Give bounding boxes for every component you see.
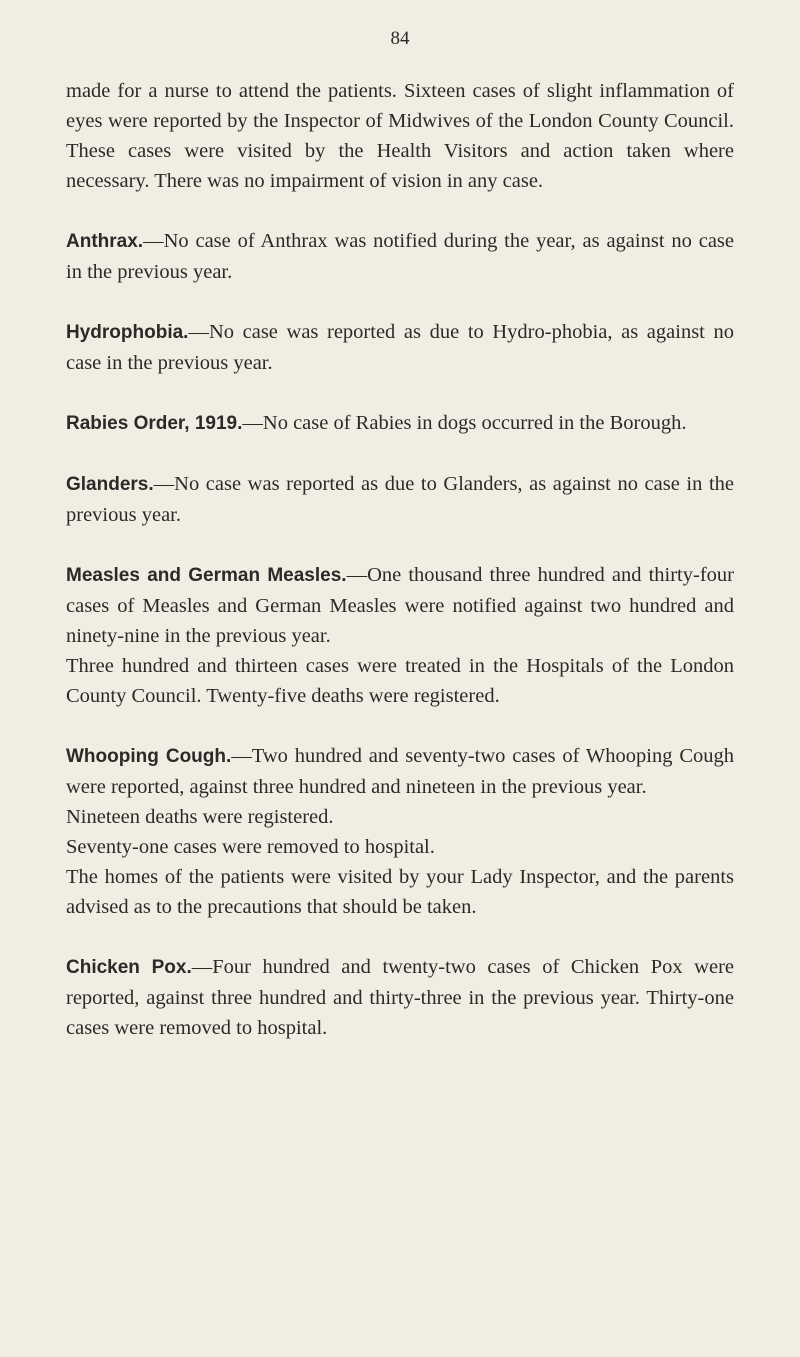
measles-text: —One thousand three hundred and thirty-four cases of Measles and German Measles were notified against two hundred and ninety-nine in the previous year. — [66, 564, 734, 647]
whooping-cough-heading: Whooping Cough. — [66, 746, 232, 767]
hydrophobia-section — [66, 317, 734, 378]
chicken-pox-section — [66, 952, 734, 1043]
anthrax-paragraph — [66, 226, 734, 287]
anthrax-section — [66, 226, 734, 287]
rabies-section — [66, 408, 734, 439]
chicken-pox-paragraph — [66, 952, 734, 1043]
hydrophobia-heading: Hydrophobia. — [66, 322, 189, 343]
rabies-paragraph — [66, 408, 734, 439]
anthrax-text: —No case of Anthrax was notified during the year, as against no case in the previous year. — [66, 230, 734, 283]
rabies-text: —No case of Rabies in dogs occurred in the Borough. — [242, 412, 687, 434]
whooping-cough-paragraph-3: Seventy-one cases were removed to hospital. — [66, 836, 435, 858]
intro-paragraph: made for a nurse to attend the patients. Sixteen cases of slight inflammation of eyes were reported by the Inspector of Midwives of the London County Council. These cases were visited by the Health Visitors and action taken where necessary. There was no impairment of vision in any case. — [66, 80, 734, 192]
measles-paragraph-2: Three hundred and thirteen cases were treated in the Hospitals of the London County Council. Twenty-five deaths were registered. — [66, 655, 734, 707]
chicken-pox-heading: Chicken Pox. — [66, 957, 192, 978]
intro-section — [66, 76, 734, 196]
whooping-cough-paragraph — [66, 741, 734, 802]
whooping-cough-section — [66, 741, 734, 922]
measles-section — [66, 560, 734, 711]
hydrophobia-text: —No case was reported as due to Hydro-phobia, as against no case in the previous year. — [66, 321, 734, 374]
glanders-paragraph — [66, 469, 734, 530]
glanders-section — [66, 469, 734, 530]
chicken-pox-text: —Four hundred and twenty-two cases of Chicken Pox were reported, against three hundred and thirty-three in the previous year. Thirty-one cases were removed to hospital. — [66, 956, 735, 1039]
whooping-cough-paragraph-2: Nineteen deaths were registered. — [66, 806, 334, 828]
whooping-cough-text: —Two hundred and seventy-two cases of Whooping Cough were reported, against three hundred and nineteen in the previous year. — [66, 745, 734, 798]
anthrax-heading: Anthrax. — [66, 231, 144, 252]
measles-paragraph — [66, 560, 734, 651]
whooping-cough-paragraph-4: The homes of the patients were visited by your Lady Inspector, and the parents advised as to the precautions that should be taken. — [66, 866, 734, 918]
glanders-heading: Glanders. — [66, 474, 154, 495]
hydrophobia-paragraph — [66, 317, 734, 378]
measles-heading: Measles and German Measles. — [66, 565, 347, 586]
page-number: 84 — [390, 28, 410, 49]
rabies-heading: Rabies Order, 1919. — [66, 413, 243, 434]
glanders-text: —No case was reported as due to Glanders, as against no case in the previous year. — [66, 473, 734, 526]
